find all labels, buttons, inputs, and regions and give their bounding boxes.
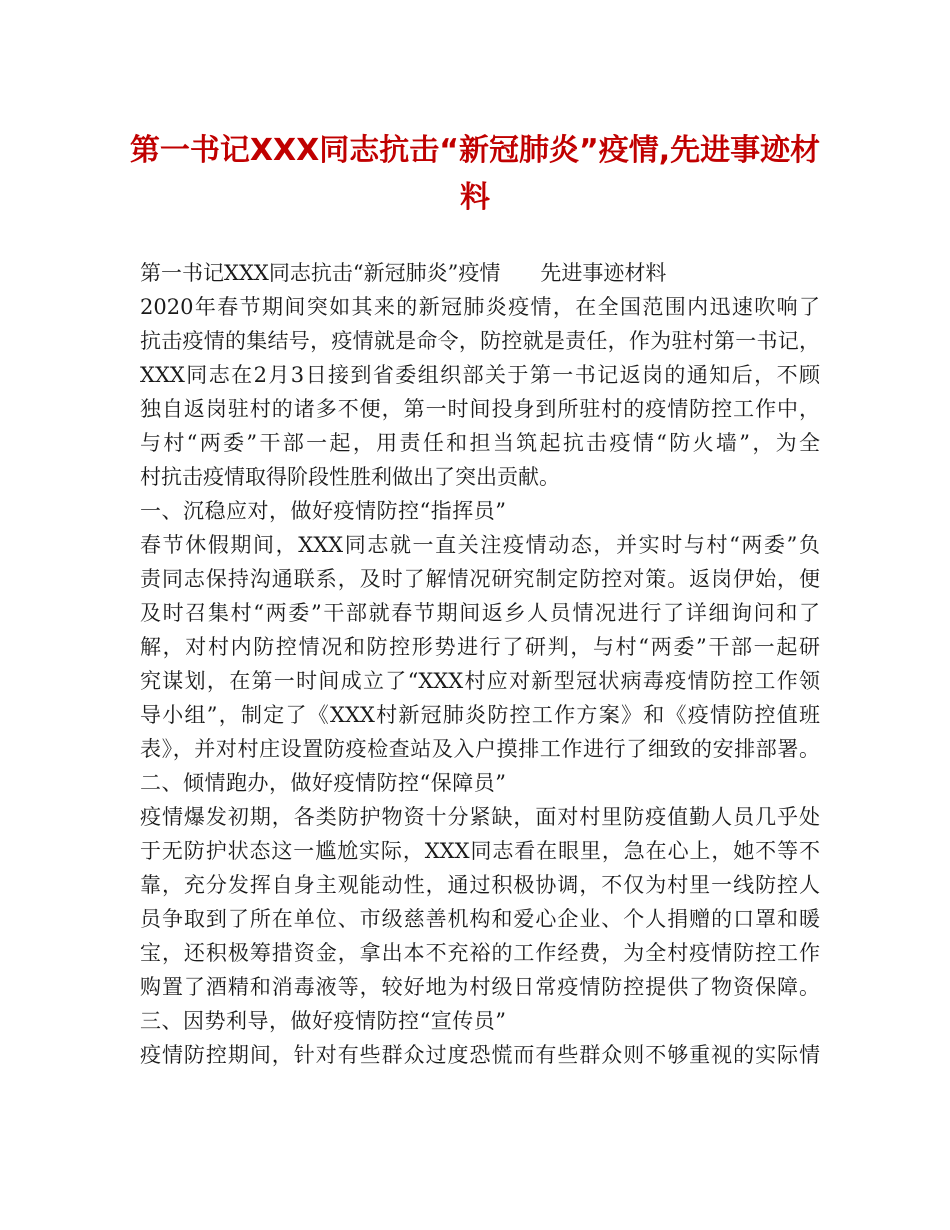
paragraph-line: 责同志保持沟通联系，及时了解情况研究制定防控对策。返岗伊始，便 (140, 567, 820, 591)
paragraph-line: 购置了酒精和消毒液等，较好地为村级日常疫情防控提供了物资保障。 (140, 975, 820, 999)
paragraph-line: 导小组”，制定了《XXX村新冠肺炎防控工作方案》和《疫情防控值班 (140, 703, 820, 727)
paragraph-line: 表》，并对村庄设置防疫检查站及入户摸排工作进行了细致的安排部署。 (140, 737, 820, 761)
document-subtitle (140, 256, 820, 290)
paragraph-line: 及时召集村“两委”干部就春节期间返乡人员情况进行了详细询问和了 (140, 601, 820, 625)
paragraph-line: 疫情防控期间，针对有些群众过度恐慌而有些群众则不够重视的实际情 (140, 1043, 820, 1067)
section-heading-3: 三、因势利导，做好疫情防控“宣传员” (140, 1009, 507, 1033)
paragraph-line: XXX同志在2月3日接到省委组织部关于第一书记返岗的通知后，不顾 (140, 363, 820, 387)
paragraph-line: 抗击疫情的集结号，疫情就是命令，防控就是责任，作为驻村第一书记， (140, 329, 820, 353)
document-title-line-1: 第一书记XXX同志抗击“新冠肺炎”疫情,先进事迹材 (129, 133, 821, 168)
paragraph-line: 员争取到了所在单位、市级慈善机构和爱心企业、个人捐赠的口罩和暖 (140, 907, 820, 931)
paragraph-line: 究谋划，在第一时间成立了“XXX村应对新型冠状病毒疫情防控工作领 (140, 669, 820, 693)
paragraph-line: 靠，充分发挥自身主观能动性，通过积极协调，不仅为村里一线防控人 (140, 873, 820, 897)
paragraph-line: 独自返岗驻村的诸多不便，第一时间投身到所驻村的疫情防控工作中， (140, 397, 820, 421)
document-body (140, 256, 820, 1072)
paragraph-line: 解，对村内防控情况和防控形势进行了研判，与村“两委”干部一起研 (140, 635, 820, 659)
paragraph-line: 宝，还积极筹措资金，拿出本不充裕的工作经费，为全村疫情防控工作 (140, 941, 820, 965)
document-title-line-2: 料 (460, 180, 490, 215)
paragraph-line: 疫情爆发初期，各类防护物资十分紧缺，面对村里防疫值勤人员几乎处 (140, 805, 820, 829)
subtitle-part-2: 先进事迹材料 (540, 261, 667, 285)
paragraph-line: 与村“两委”干部一起，用责任和担当筑起抗击疫情“防火墙”，为全 (140, 431, 820, 455)
paragraph-line: 春节休假期间，XXX同志就一直关注疫情动态，并实时与村“两委”负 (140, 533, 820, 557)
section-heading-2: 二、倾情跑办，做好疫情防控“保障员” (140, 771, 507, 795)
section-heading-1: 一、沉稳应对，做好疫情防控“指挥员” (140, 499, 507, 523)
subtitle-part-1: 第一书记XXX同志抗击“新冠肺炎”疫情 (140, 261, 501, 285)
paragraph-line: 2020年春节期间突如其来的新冠肺炎疫情，在全国范围内迅速吹响了 (140, 295, 820, 319)
paragraph-line: 于无防护状态这一尴尬实际，XXX同志看在眼里，急在心上，她不等不 (140, 839, 820, 863)
paragraph-line: 村抗击疫情取得阶段性胜利做出了突出贡献。 (140, 465, 560, 489)
